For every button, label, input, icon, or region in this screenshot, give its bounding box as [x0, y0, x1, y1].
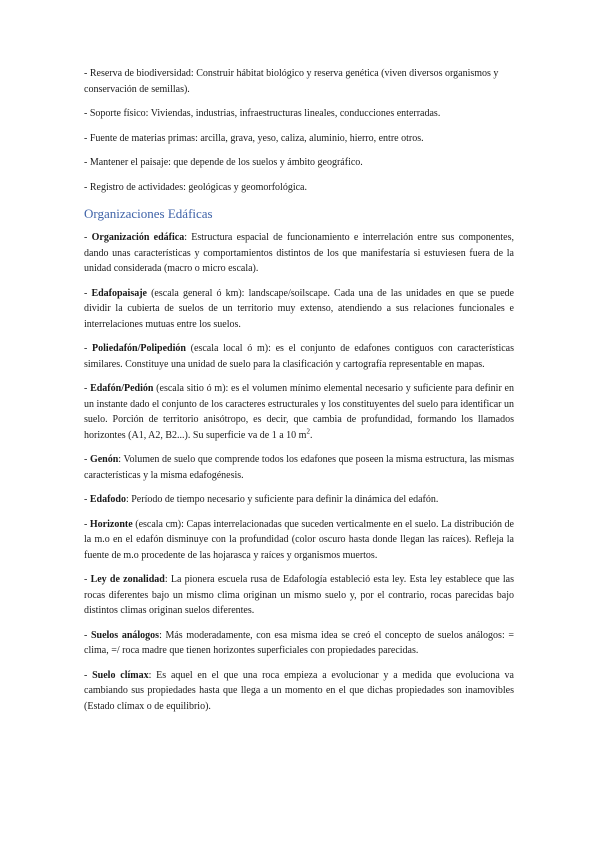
definition-term: Genón — [89, 454, 119, 465]
superscript-exponent: 2 — [306, 427, 310, 436]
definition-list — [84, 230, 514, 714]
definition-text: : Estructura espacial de funcionamiento e interrelación entre sus componentes, dando unas características y comportamientos distintos de los que manifestaría si estuviesen fuera de la unidad considerada (macro o micro escala). — [84, 232, 514, 274]
definition-term: Ley de zonalidad — [90, 574, 165, 585]
bullet-registro: - Registro de actividades: geológicas y geomorfológica. — [84, 181, 307, 193]
definition-edafon — [84, 381, 514, 443]
definition-text: : La pionera escuela rusa de Edafología estableció esta ley. Esta ley establece que las rocas diferentes bajo un mismo clima originan un mismo suelo y, por el contrario, rocas parecidas bajo distintos climas originan suelos diferentes. — [84, 574, 514, 616]
definition-prefix: - — [84, 518, 90, 530]
document-page — [84, 66, 514, 723]
definition-suelos-analogos — [84, 628, 514, 659]
definition-genon — [84, 452, 514, 483]
definition-prefix: - — [84, 383, 91, 394]
bullet-soporte-fisico: - Soporte físico: Viviendas, industrias, infraestructuras lineales, conducciones enterradas. — [84, 108, 441, 119]
definition-term: Poliedafón/Polipedión — [92, 343, 186, 354]
definition-organizacion-edafica — [84, 230, 514, 277]
definition-term: Suelo clímax — [92, 669, 149, 681]
definition-text: (escala general ó km): landscape/soilscape. Cada una de las unidades en que se puede dividir la cubierta de suelos de un territorio muy extenso, atendiendo a sus relaciones funcionales e interrelaciones mutuas entre los suelos. — [84, 287, 514, 330]
definition-term: Horizonte — [89, 518, 133, 530]
definition-horizonte — [84, 517, 514, 564]
definition-ley-zonalidad — [84, 572, 514, 619]
intro-bullet-list — [84, 66, 514, 195]
definition-prefix: - — [84, 343, 93, 354]
definition-prefix: - — [84, 494, 90, 505]
definition-edafodo — [84, 492, 514, 508]
definition-prefix: - — [84, 454, 90, 465]
bullet-materias-primas: - Fuente de materias primas: arcilla, grava, yeso, caliza, aluminio, hierro, entre otros. — [84, 132, 424, 144]
definition-term: Edafón/Pedión — [90, 383, 154, 394]
definition-text: : Volumen de suelo que comprende todos los edafones que poseen la misma estructura, las mismas características y la misma edafogénesis. — [84, 454, 514, 481]
definition-text: (escala sitio ó m): es el volumen mínimo elemental necesario y suficiente para definir en un instante dado el conjunto de los caracteres estructurales y los constituyentes del suelo para identificar un suelo. Porción de territorio anisótropo, es decir, que cambia de profundidad, formando los llamados horizontes (A1, A2, B2...). Su superficie va de 1 a 10 m — [84, 383, 514, 441]
section-heading: Organizaciones Edáficas — [84, 206, 213, 221]
definition-text: (escala local ó m): es el conjunto de edafones contiguos con características similares. Constituye una unidad de suelo para la clasificación y cartografía representable en mapas. — [84, 343, 514, 370]
definition-tail: . — [309, 429, 313, 441]
bullet-paisaje: - Mantener el paisaje: que depende de los suelos y ámbito geográfico. — [84, 157, 363, 168]
definition-prefix: - — [84, 629, 91, 641]
definition-suelo-climax — [84, 668, 514, 715]
definition-prefix: - — [84, 574, 91, 585]
definition-term: Organización edáfica — [91, 232, 185, 243]
bullet-biodiversidad: - Reserva de biodiversidad: Construir hábitat biológico y reserva genética (viven diversos organismos y conservación de semillas). — [84, 68, 499, 95]
definition-prefix: - — [84, 287, 92, 299]
definition-term: Edafodo — [89, 494, 126, 505]
definition-text: (escala cm): Capas interrelacionadas que suceden verticalmente en el suelo. La distribución de la m.o en el edafón disminuye con la profundidad (color oscuro hasta donde llegan las raíces). Refleja la fuente de m.o procedente de las hojarasca y raíces y organismos muertos. — [84, 518, 514, 561]
definition-text: : Período de tiempo necesario y suficiente para definir la dinámica del edafón. — [125, 494, 439, 505]
definition-term: Edafopaisaje — [91, 287, 147, 299]
definition-prefix: - — [84, 232, 92, 243]
definition-edafopaisaje — [84, 286, 514, 333]
definition-poliedafon — [84, 341, 514, 372]
definition-term: Suelos análogos — [90, 629, 160, 641]
definition-text: : Es aquel en el que una roca empieza a evolucionar y a medida que evoluciona va cambiando sus propiedades hasta que llega a un momento en el que dichas propiedades son inamovibles (Estado clímax o de equilibrio). — [84, 669, 514, 712]
definition-text: : Más moderadamente, con esa misma idea se creó el concepto de suelos análogos: = clima, =/ roca madre que tienen horizontes superficiales con propiedades parecidas. — [84, 629, 514, 656]
definition-prefix: - — [84, 669, 93, 681]
